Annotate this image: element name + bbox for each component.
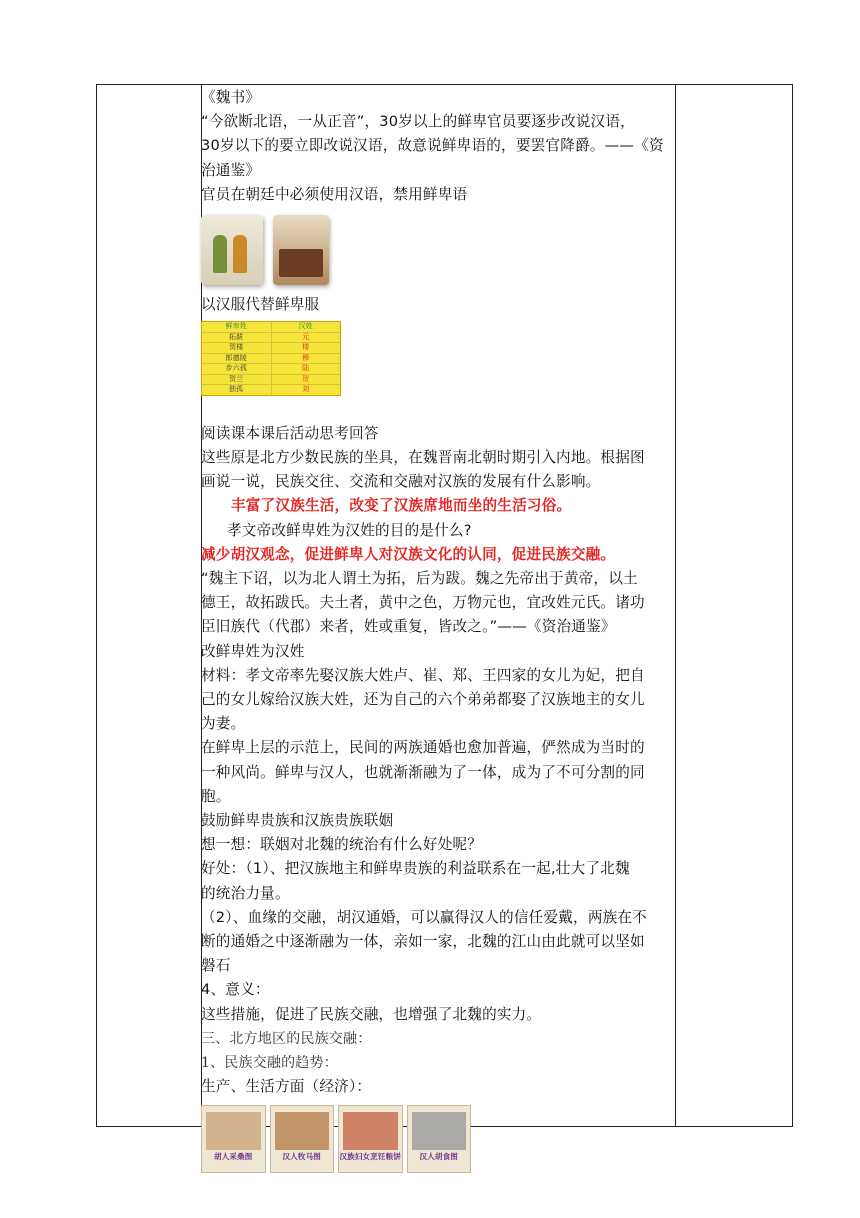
text-line: 在鲜卑上层的示范上，民间的两族通婚也愈加普遍，俨然成为当时的 bbox=[201, 739, 645, 757]
table-row: 贺兰 贺 bbox=[202, 375, 340, 386]
text-line: 为妻。 bbox=[201, 715, 246, 733]
table-row: 拓跋 元 bbox=[202, 333, 340, 344]
answer-highlight: 减少胡汉观念，促进鲜卑人对汉族文化的认同，促进民族交融。 bbox=[201, 545, 616, 563]
clothing-images bbox=[201, 215, 671, 287]
source-title: 《魏书》 bbox=[201, 89, 261, 106]
mural-images bbox=[201, 1105, 471, 1173]
table-row: 郎德陵 穆 bbox=[202, 354, 340, 365]
subsection-heading: 1、民族交融的趋势： bbox=[201, 1055, 338, 1071]
text-line: 己的女儿嫁给汉族大姓，还为自己的六个弟弟都娶了汉族地主的女儿 bbox=[201, 690, 645, 708]
answer-highlight: 丰富了汉族生活，改变了汉族席地而坐的生活习俗。 bbox=[231, 497, 572, 515]
text-line: 治通鉴》 bbox=[201, 161, 261, 179]
question-line: 孝文帝改鲜卑姓为汉姓的目的是什么? bbox=[227, 521, 472, 539]
lesson-content bbox=[201, 86, 671, 1173]
text-line: 胞。 bbox=[201, 787, 231, 805]
text-line: “魏主下诏，以为北人谓土为拓，后为跋。魏之先帝出于黄帝，以土 bbox=[201, 569, 638, 587]
mural-panel: 胡人采桑图 bbox=[201, 1105, 266, 1173]
text-line: 磐石 bbox=[201, 957, 231, 975]
text-line: 的统治力量。 bbox=[201, 884, 290, 902]
text-line: 画说一说，民族交往、交流和交融对汉族的发展有什么影响。 bbox=[201, 473, 601, 491]
heading-marriage: 鼓励鲜卑贵族和汉族贵族联姻 bbox=[201, 811, 394, 829]
heading-significance: 4、意义： bbox=[201, 981, 270, 999]
table-row: 贺楼 楼 bbox=[202, 343, 340, 354]
text-line: 材料：孝文帝率先娶汉族大姓卢、崔、郑、王四家的女儿为妃，把自 bbox=[201, 666, 645, 684]
surname-table-header: 鲜卑姓 汉姓 bbox=[202, 322, 340, 333]
text-line: 断的通婚之中逐渐融为一体，亲如一家，北魏的江山由此就可以坚如 bbox=[201, 932, 645, 950]
heading-language: 官员在朝廷中必须使用汉语，禁用鲜卑语 bbox=[201, 185, 468, 203]
costume-figures-image bbox=[201, 215, 263, 285]
text-line: 这些原是北方少数民族的坐具，在魏晋南北朝时期引入内地。根据图 bbox=[201, 448, 645, 466]
text-line: （2）、血缘的交融，胡汉通婚，可以赢得汉人的信任爱戴，两族在不 bbox=[201, 908, 648, 926]
question-line: 想一想：联姻对北魏的统治有什么好处呢？ bbox=[201, 836, 483, 854]
mural-panel: 汉人牧马图 bbox=[270, 1105, 335, 1173]
section-heading: 三、北方地区的民族交融： bbox=[201, 1030, 372, 1047]
text-line: 好处：（1）、把汉族地主和鲜卑贵族的利益联系在一起,壮大了北魏 bbox=[201, 860, 630, 878]
heading-economy: 生产、生活方面（经济）： bbox=[201, 1078, 372, 1096]
mural-panel: 汉族妇女烹饪粮饼 bbox=[338, 1105, 403, 1173]
text-line: 德王，故拓跋氏。夫土者，黄中之色，万物元也，宜改姓元氏。诸功 bbox=[201, 594, 645, 612]
text-line: 一种风尚。鲜卑与汉人，也就渐渐融为了一体，成为了不可分割的同 bbox=[201, 763, 645, 781]
surname-table bbox=[201, 321, 341, 396]
column-divider-right bbox=[675, 85, 676, 1126]
text-line: 这些措施，促进了民族交融，也增强了北魏的实力。 bbox=[201, 1005, 542, 1023]
heading-surname: 改鲜卑姓为汉姓 bbox=[201, 642, 305, 660]
text-line: 30岁以下的要立即改说汉语，故意说鲜卑语的，要罢官降爵。——《资 bbox=[201, 137, 664, 155]
table-row: 步六孤 陆 bbox=[202, 364, 340, 375]
activity-prompt: 阅读课本课后活动思考回答 bbox=[201, 424, 379, 442]
table-row: 独孤 刘 bbox=[202, 385, 340, 395]
mural-panel: 汉人胡食图 bbox=[407, 1105, 472, 1173]
hanfu-image bbox=[273, 215, 329, 285]
text-line: 臣旧族代（代郡）来者，姓或重复，皆改之。”——《资治通鉴》 bbox=[201, 618, 616, 636]
text-line: “今欲断北语，一从正音”，30岁以上的鲜卑官员要逐步改说汉语， bbox=[201, 113, 635, 131]
heading-clothing: 以汉服代替鲜卑服 bbox=[201, 296, 320, 314]
